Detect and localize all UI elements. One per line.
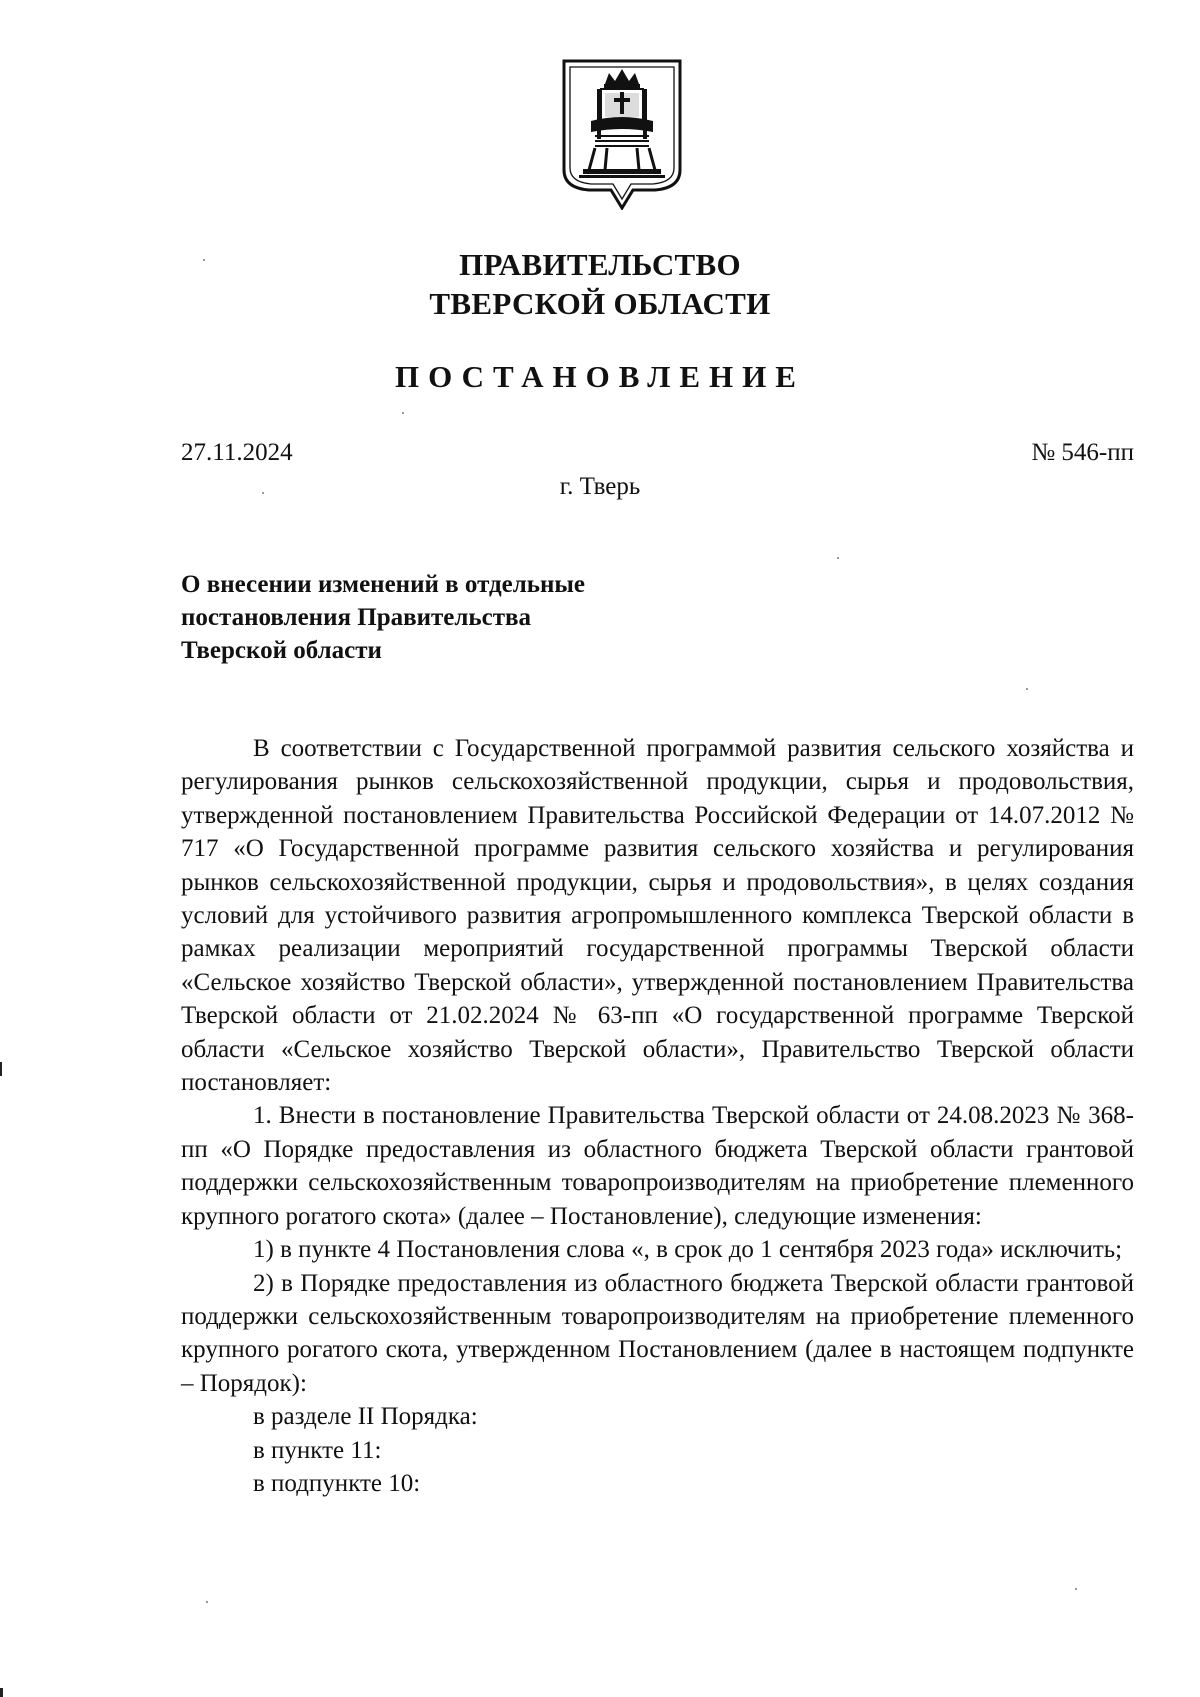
- subpoint-1-paragraph: 1) в пункте 4 Постановления слова «, в срок до 1 сентября 2023 года» исключить;: [253, 1236, 1123, 1264]
- scan-edge-mark: [0, 1688, 3, 1697]
- preamble-paragraph: В соответствии с Государственной программой развития сельского хозяйства и регулирования рынков сельскохозяйственной продукции, сырья и продовольствия, утвержденной постановлением Правительства Российской Федерации от 14.07.2012 № 717 «О Государственной программе развития сельского хозяйства и регулирования рынков сельскохозяйственной продукции, сырья и продовольствия», в целях создания условий для устойчивого развития агропромышленного комплекса Тверской области в рамках реализации мероприятий государственной программы Тверской области «Сельское хозяйство Тверской области», утвержденной постановлением Правительства Тверской области от 21.02.2024 № 63-пп «О государственной программе Тверской области «Сельское хозяйство Тверской области», Правительство Тверской области постановляет:: [181, 735, 1134, 1097]
- scan-speck: [402, 412, 404, 414]
- subpoint-2-paragraph: 2) в Порядке предоставления из областного бюджета Тверской области грантовой поддержки сельскохозяйственным товаропроизводителям на приобретение племенного крупного рогатого скота, утвержденном Постановлением (далее в настоящем подпункте – Порядок):: [181, 1269, 1134, 1397]
- point-line: в пункте 11:: [253, 1436, 382, 1464]
- document-type-title: ПОСТАНОВЛЕНИЕ: [395, 359, 805, 394]
- scan-speck: [206, 1601, 208, 1603]
- coat-of-arms-emblem: [561, 58, 683, 210]
- document-subject: [181, 568, 585, 667]
- subject-line: постановления Правительства: [181, 604, 531, 631]
- section-line: в разделе II Порядка:: [253, 1403, 478, 1431]
- organization-title-line1: ПРАВИТЕЛЬСТВО: [459, 247, 741, 282]
- subject-line: Тверской области: [181, 637, 382, 664]
- document-body: [181, 732, 1134, 1500]
- scan-speck: [1075, 1588, 1077, 1590]
- document-number: № 546-пп: [1031, 439, 1134, 466]
- point-1-paragraph: 1. Внести в постановление Правительства Тверской области от 24.08.2023 № 368-пп «О Порядке предоставления из областного бюджета Тверской области грантовой поддержки сельскохозяйственным товаропроизводителям на приобретение племенного крупного рогатого скота» (далее – Постановление), следующие изменения:: [181, 1102, 1134, 1230]
- scan-speck: [1026, 688, 1028, 690]
- scan-speck: [837, 557, 839, 559]
- subpoint-line: в подпункте 10:: [253, 1469, 421, 1497]
- document-date: 27.11.2024: [181, 439, 293, 466]
- document-city: г. Тверь: [559, 473, 641, 500]
- scan-edge-mark: [0, 1062, 2, 1076]
- subject-line: О внесении изменений в отдельные: [181, 571, 586, 598]
- organization-title-line2: ТВЕРСКОЙ ОБЛАСТИ: [429, 286, 771, 321]
